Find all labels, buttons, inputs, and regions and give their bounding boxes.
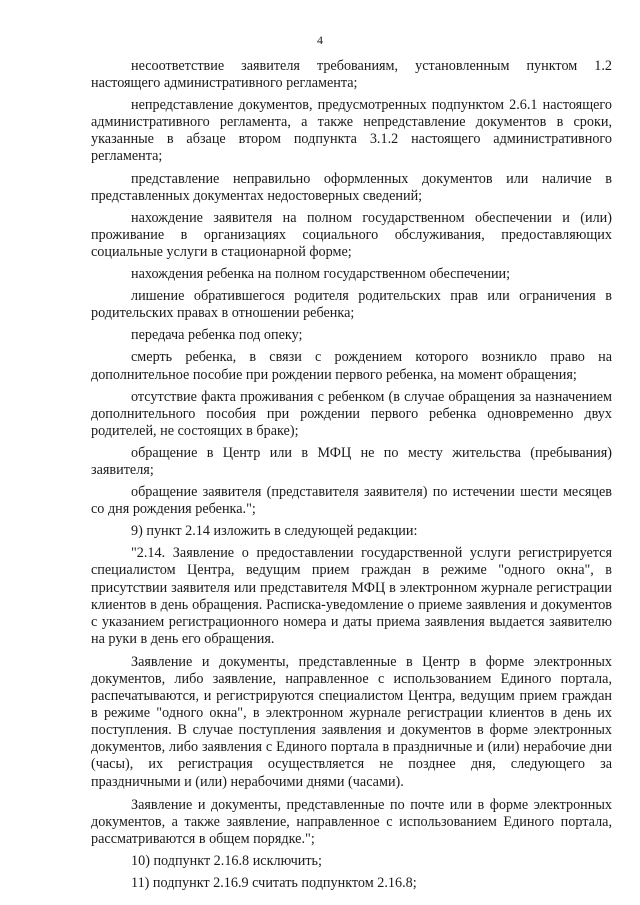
paragraph: Заявление и документы, представленные в Центр в форме электронных документов, либо заявление, направленное с использованием Единого портала, распечатываются, и регистрируются специалистом Центра, ведущим прием граждан в режиме "одного окна", в электронном журнале регистрации клиентов в день их поступления. В случае поступления заявления и документов в форме электронных документов, либо заявления с Единого портала в праздничные и (или) нерабочие дни (часы), их регистрация осуществляется не позднее дня, следующего за праздничными и (или) нерабочими днями (часами).: [91, 653, 612, 790]
paragraph: несоответствие заявителя требованиям, установленным пунктом 1.2 настоящего административного регламента;: [91, 58, 612, 92]
paragraph: нахождения ребенка на полном государственном обеспечении;: [131, 266, 511, 283]
paragraph: нахождение заявителя на полном государственном обеспечении и (или) проживание в организациях социального обслуживания, предоставляющих социальные услуги в стационарной форме;: [91, 209, 612, 260]
page-number: 4: [317, 33, 323, 47]
paragraph: обращение в Центр или в МФЦ не по месту жительства (пребывания) заявителя;: [91, 444, 612, 478]
paragraph: отсутствие факта проживания с ребенком (в случае обращения за назначением дополнительного пособия при рождении первого ребенка одновременно двух родителей, не состоящих в браке);: [91, 388, 612, 439]
paragraph: представление неправильно оформленных документов или наличие в представленных документах недостоверных сведений;: [91, 170, 612, 204]
paragraph: непредставление документов, предусмотренных подпунктом 2.6.1 настоящего административного регламента, а также непредставление документов в сроки, указанные в абзаце втором подпункта 3.1.2 настоящего административного регламента;: [91, 97, 612, 165]
paragraph: смерть ребенка, в связи с рождением которого возникло право на дополнительное пособие при рождении первого ребенка, на момент обращения;: [91, 349, 612, 383]
paragraph: 10) подпункт 2.16.8 исключить;: [131, 852, 322, 869]
document-body: [91, 58, 612, 892]
paragraph: 11) подпункт 2.16.9 считать подпунктом 2.16.8;: [131, 875, 417, 892]
paragraph: передача ребенка под опеку;: [131, 327, 303, 344]
paragraph: лишение обратившегося родителя родительских прав или ограничения в родительских правах в отношении ребенка;: [91, 288, 612, 322]
paragraph: "2.14. Заявление о предоставлении государственной услуги регистрируется специалистом Центра, ведущим прием граждан в режиме "одного окна", в присутствии заявителя или представителя МФЦ в электронном журнале регистрации клиентов в день обращения. Расписка-уведомление о приеме заявления и документов с указанием регистрационного номера и даты приема заявления выдается заявителю на руки в день его обращения.: [91, 545, 612, 647]
paragraph: 9) пункт 2.14 изложить в следующей редакции:: [131, 523, 418, 540]
paragraph: Заявление и документы, представленные по почте или в форме электронных документов, а также заявление, направленное с использованием Единого портала, рассматриваются в общем порядке.";: [91, 796, 612, 847]
paragraph: обращение заявителя (представителя заявителя) по истечении шести месяцев со дня рождения ребенка.";: [91, 484, 612, 518]
